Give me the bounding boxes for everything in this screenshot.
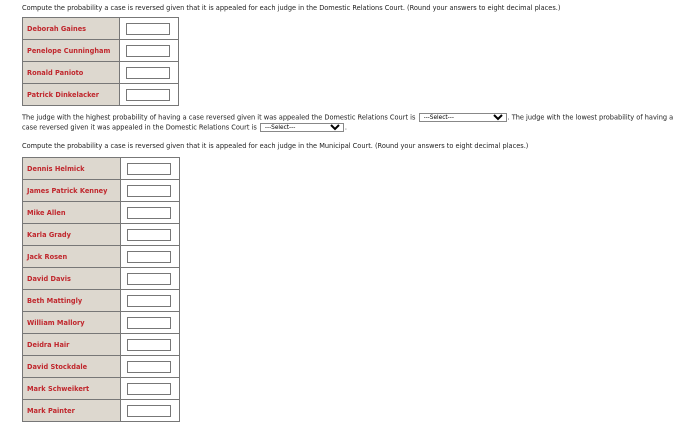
judge-row — [23, 158, 180, 180]
domestic-instruction: Compute the probability a case is reversed given that it is appealed for each judge in the Domestic Relations Court. (Round your answers to eight decimal places.) — [22, 4, 561, 12]
question-part4: . — [344, 123, 347, 131]
judge-row — [23, 202, 180, 224]
judge-name: Deidra Hair — [23, 334, 121, 356]
judge-row — [23, 18, 179, 40]
question-part2: . The judge with the lowest probability of having a — [507, 113, 674, 122]
probability-input[interactable] — [127, 339, 171, 351]
question-part1: The judge with the highest probability of having a case reversed given it was appealed the Domestic Relations Court is — [22, 113, 416, 122]
probability-input[interactable] — [127, 185, 171, 197]
answer-cell — [120, 40, 179, 62]
judge-row — [23, 400, 180, 422]
probability-input[interactable] — [127, 361, 171, 373]
answer-cell — [120, 62, 179, 84]
probability-input[interactable] — [126, 89, 170, 101]
probability-input[interactable] — [127, 273, 171, 285]
judge-row — [23, 290, 180, 312]
answer-cell — [121, 224, 180, 246]
judge-name: Karla Grady — [23, 224, 121, 246]
judge-row — [23, 84, 179, 106]
judge-name: Dennis Helmick — [23, 158, 121, 180]
probability-input[interactable] — [127, 295, 171, 307]
answer-cell — [121, 334, 180, 356]
judge-row — [23, 334, 180, 356]
judge-name: Mark Painter — [23, 400, 121, 422]
judge-row — [23, 40, 179, 62]
answer-cell — [121, 312, 180, 334]
probability-input[interactable] — [127, 163, 171, 175]
answer-cell — [121, 202, 180, 224]
probability-input[interactable] — [127, 229, 171, 241]
judge-name: Beth Mattingly — [23, 290, 121, 312]
answer-cell — [121, 246, 180, 268]
judge-name: William Mallory — [23, 312, 121, 334]
municipal-judges-table — [22, 157, 180, 422]
judge-row — [23, 356, 180, 378]
question-sentence — [22, 113, 673, 132]
judge-name: Mike Allen — [23, 202, 121, 224]
answer-cell — [121, 356, 180, 378]
highest-judge-select[interactable] — [419, 113, 507, 122]
answer-cell — [121, 290, 180, 312]
probability-input[interactable] — [127, 383, 171, 395]
judge-row — [23, 268, 180, 290]
probability-input[interactable] — [127, 207, 171, 219]
judge-name: Patrick Dinkelacker — [23, 84, 120, 106]
answer-cell — [120, 84, 179, 106]
probability-input[interactable] — [126, 67, 170, 79]
probability-input[interactable] — [127, 251, 171, 263]
judge-name: Mark Schweikert — [23, 378, 121, 400]
judge-name: Ronald Panioto — [23, 62, 120, 84]
judge-name: James Patrick Kenney — [23, 180, 121, 202]
probability-input[interactable] — [126, 23, 170, 35]
domestic-judges-table — [22, 17, 179, 106]
question-part3: case reversed given it was appealed in the Domestic Relations Court is — [22, 123, 257, 131]
answer-cell — [121, 400, 180, 422]
probability-input[interactable] — [127, 405, 171, 417]
answer-cell — [121, 180, 180, 202]
lowest-judge-select[interactable] — [260, 123, 344, 132]
probability-input[interactable] — [127, 317, 171, 329]
answer-cell — [121, 378, 180, 400]
judge-row — [23, 180, 180, 202]
judge-name: Penelope Cunningham — [23, 40, 120, 62]
judge-name: David Davis — [23, 268, 121, 290]
judge-name: Deborah Gaines — [23, 18, 120, 40]
answer-cell — [120, 18, 179, 40]
judge-row — [23, 62, 179, 84]
judge-row — [23, 378, 180, 400]
judge-row — [23, 246, 180, 268]
judge-row — [23, 312, 180, 334]
municipal-instruction: Compute the probability a case is reversed given that it is appealed for each judge in the Municipal Court. (Round your answers to eight decimal places.) — [22, 142, 529, 150]
judge-row — [23, 224, 180, 246]
judge-name: David Stockdale — [23, 356, 121, 378]
answer-cell — [121, 158, 180, 180]
probability-input[interactable] — [126, 45, 170, 57]
judge-name: Jack Rosen — [23, 246, 121, 268]
answer-cell — [121, 268, 180, 290]
